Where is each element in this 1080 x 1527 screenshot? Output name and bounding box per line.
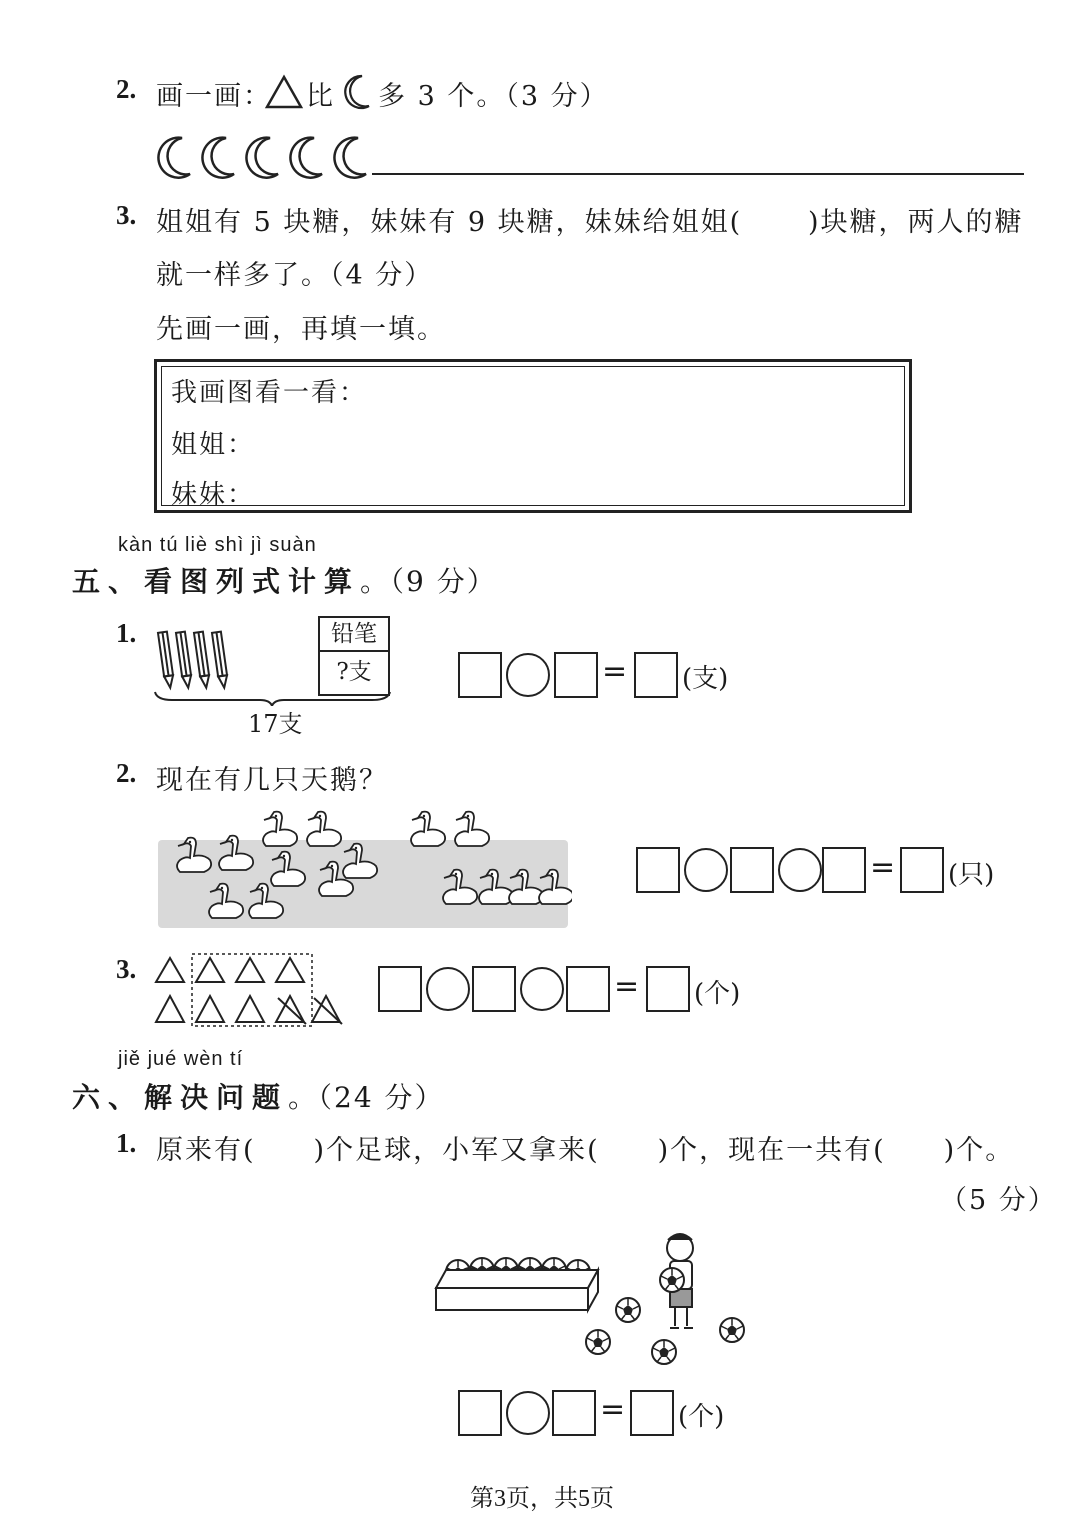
answer-box[interactable] (634, 652, 678, 698)
s6q1-text: 原来有( )个足球，小军又拿来( )个，现在一共有( )个。 (156, 1135, 1015, 1166)
q3-line1a: 姐姐有 5 块糖，妹妹有 9 块糖，妹妹给姐姐( (156, 207, 743, 238)
swans-illustration (152, 806, 572, 932)
section6-heading (72, 1076, 445, 1116)
operator-circle[interactable] (684, 848, 728, 892)
box-title: 我画图看一看： (171, 378, 368, 408)
pencil-label-box (318, 616, 390, 696)
q3-line2: 就一样多了。（4 分） (156, 260, 434, 291)
s6q1-number: 1. (116, 1128, 137, 1158)
s5q3-number: 3. (116, 954, 137, 984)
triangle-icon (264, 74, 304, 110)
triangles-illustration (152, 952, 348, 1030)
equals-sign: = (614, 969, 640, 1004)
answer-box[interactable] (458, 1390, 502, 1436)
operator-circle[interactable] (426, 967, 470, 1011)
section6-pinyin: jiě jué wèn tí (118, 1048, 244, 1070)
q3-line1b: )块糖，两人的糖 (808, 207, 1024, 238)
answer-box[interactable] (554, 652, 598, 698)
unit-label: (只) (948, 860, 995, 890)
operator-circle[interactable] (506, 653, 550, 697)
answer-box[interactable] (822, 847, 866, 893)
s5q1-number: 1. (116, 618, 137, 648)
unit-label: (支) (682, 664, 729, 694)
pencil-label-top: 铅笔 (320, 618, 388, 652)
section6-title: 六、解决问题 (72, 1081, 289, 1114)
s6q1-score: （5 分） (940, 1185, 1057, 1216)
unit-label: (个) (694, 979, 741, 1009)
q3-number: 3. (116, 200, 137, 230)
football-illustration (432, 1230, 762, 1370)
box-row-sister-younger: 妹妹： (171, 480, 256, 510)
unit-label: (个) (678, 1402, 725, 1432)
q3-line3: 先画一画，再填一填。 (156, 314, 446, 345)
section5-score: 。（9 分） (360, 565, 497, 598)
answer-box[interactable] (646, 966, 690, 1012)
equals-sign: = (602, 654, 628, 689)
operator-circle[interactable] (778, 848, 822, 892)
q2-prefix: 画一画： (156, 81, 272, 112)
answer-box[interactable] (636, 847, 680, 893)
operator-circle[interactable] (520, 967, 564, 1011)
operator-circle[interactable] (506, 1391, 550, 1435)
answer-box[interactable] (552, 1390, 596, 1436)
answer-box[interactable] (472, 966, 516, 1012)
pencil-total: 17支 (248, 710, 303, 738)
answer-box[interactable] (900, 847, 944, 893)
s5q2-text: 现在有几只天鹅？ (156, 765, 388, 796)
answer-box[interactable] (630, 1390, 674, 1436)
answer-line[interactable] (372, 173, 1024, 175)
answer-box[interactable] (730, 847, 774, 893)
section5-title: 五、看图列式计算 (72, 565, 361, 598)
page-footer: 第3页，共5页 (470, 1486, 614, 1512)
crescent-moon-icon (336, 72, 374, 112)
moon-row (152, 134, 382, 182)
section6-score: 。（24 分） (288, 1081, 445, 1114)
q2-number: 2. (116, 74, 137, 104)
box-row-sister-elder: 姐姐： (171, 430, 256, 460)
answer-box[interactable] (378, 966, 422, 1012)
q2-middle: 比 (306, 81, 335, 112)
s5q2-number: 2. (116, 758, 137, 788)
equals-sign: = (870, 850, 896, 885)
section5-pinyin: kàn tú liè shì jì suàn (118, 534, 317, 556)
section5-heading (72, 560, 497, 600)
drawing-box[interactable] (154, 359, 912, 513)
pencil-label-bottom: ?支 (336, 659, 372, 685)
answer-box[interactable] (458, 652, 502, 698)
answer-box[interactable] (566, 966, 610, 1012)
q2-suffix: 多 3 个。（3 分） (378, 81, 609, 112)
candy-answer-blank[interactable] (726, 200, 806, 234)
equals-sign: = (600, 1392, 626, 1427)
